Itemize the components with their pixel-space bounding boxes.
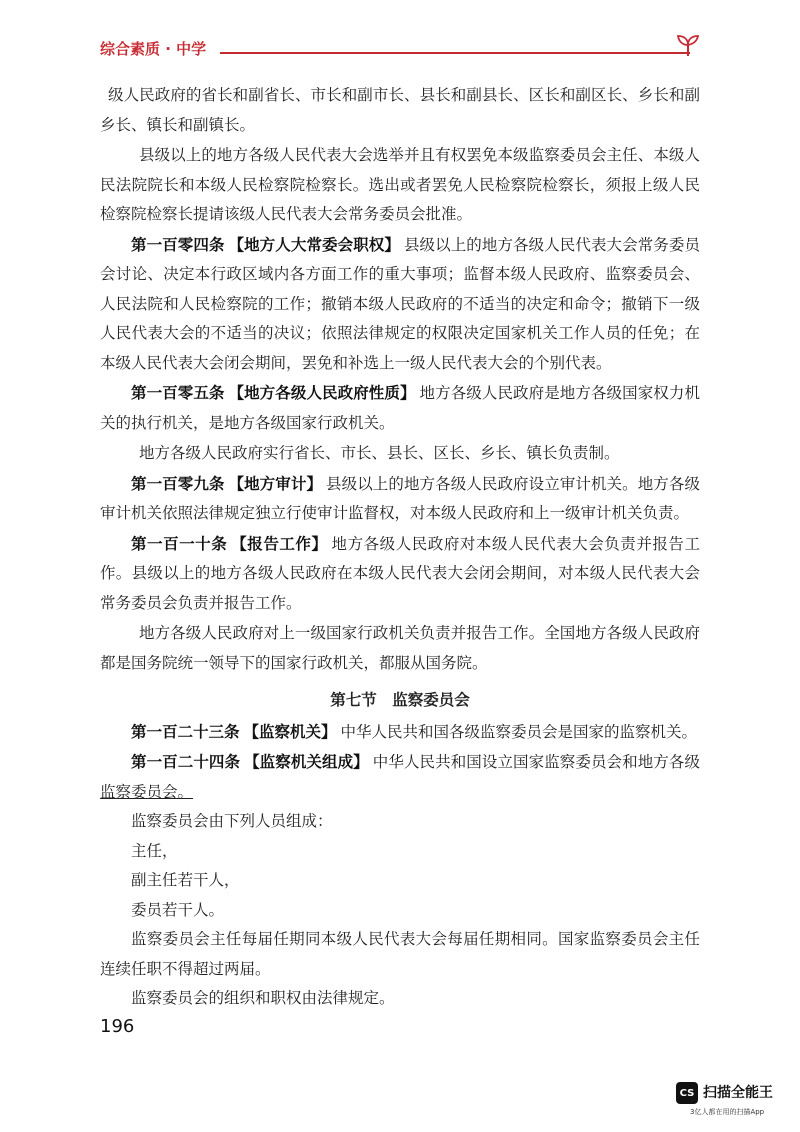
paragraph-6 [100, 529, 700, 619]
paragraph-7 [100, 618, 700, 678]
paragraph-text: 委员若干人。 [131, 900, 225, 919]
article-tag: 【地方人大常委会职权】 [228, 234, 400, 254]
section-paragraph-4 [100, 866, 700, 896]
paragraph-text: 地方各级人民政府对上一级国家行政机关负责并报告工作。全国地方各级人民政府都是国务院统一领导下的国家行政机关，都服从国务院。 [100, 624, 700, 672]
watermark-subtitle: 3亿人都在用的扫描App [690, 1108, 765, 1116]
paragraph-text: 副主任若干人， [131, 871, 240, 889]
article-tag: 【地方各级人民政府性质】 [228, 383, 416, 402]
paragraph-text: 县级以上的地方各级人民代表大会常务委员会讨论、决定本行政区域内各方面工作的重大事项；监督本级人民政府、监察委员会、人民法院和人民检察院的工作；撤销本级人民政府的不适当的决定和命令；撤销下一级人民代表大会的不适当的决议；依照法律规定的权限决定国家机关工作人员的任免；在本级人民代表大会闭会期间，罢免和补选上一级人民代表大会的个别代表。 [100, 235, 700, 372]
paragraph-text: 县级以上的地方各级人民代表大会选举并且有权罢免本级监察委员会主任、本级人民法院院长和本级人民检察院检察长。选出或者罢免人民检察院检察长，须报上级人民检察院检察长提请该级人民代表大会常务委员会批准。 [100, 146, 700, 223]
paragraph-3 [100, 378, 700, 438]
section-paragraph-5 [100, 896, 700, 926]
section-paragraph-1 [100, 747, 700, 807]
underlined-text: 监察委员会。 [100, 782, 194, 801]
paragraph-2 [100, 230, 700, 379]
watermark-name: 扫描全能王 [703, 1085, 773, 1101]
page-number: 196 [100, 1016, 135, 1037]
scanner-watermark [676, 1078, 792, 1122]
article-number: 第一百一十条 [131, 533, 228, 553]
paragraph-text: 监察委员会由下列人员组成： [131, 812, 333, 830]
camscanner-logo-icon: CS [676, 1082, 698, 1104]
header-rule [220, 52, 690, 54]
paragraph-text: 中华人民共和国各级监察委员会是国家的监察机关。 [340, 722, 698, 741]
article-tag: 【监察机关组成】 [244, 752, 369, 771]
article-number: 第一百零四条 [131, 234, 225, 254]
section-paragraph-7 [100, 984, 700, 1014]
article-tag: 【地方审计】 [228, 473, 323, 493]
section-paragraph-3 [100, 837, 700, 867]
running-header [100, 30, 700, 60]
sprout-icon [675, 32, 701, 58]
article-number: 第一百二十四条 [131, 752, 241, 771]
paragraph-0 [100, 80, 700, 140]
paragraph-text: 级人民政府的省长和副省长、市长和副市长、县长和副县长、区长和副区长、乡长和副乡长、镇长和副镇长。 [100, 86, 700, 134]
paragraph-text: 地方各级人民政府实行省长、市长、县长、区长、乡长、镇长负责制。 [139, 444, 620, 462]
section-paragraph-0 [100, 717, 700, 748]
paragraph-text: 监察委员会的组织和职权由法律规定。 [131, 989, 395, 1007]
paragraph-5 [100, 469, 700, 529]
header-title: 综合素质 · 中学 [100, 40, 207, 58]
paragraph-text: 地方各级人民政府是地方各级国家权力机关的执行机关，是地方各级国家行政机关。 [100, 384, 700, 432]
article-body [100, 80, 700, 1014]
paragraph-text: 中华人民共和国设立国家监察委员会和地方各级 [372, 753, 700, 771]
paragraph-1 [100, 140, 700, 230]
section-paragraph-2 [100, 807, 700, 837]
article-number: 第一百零九条 [131, 473, 225, 493]
paragraph-text: 主任， [131, 841, 178, 860]
article-number: 第一百零五条 [131, 383, 225, 402]
paragraph-text: 地方各级人民政府对本级人民代表大会负责并报告工作。县级以上的地方各级人民政府在本级人民代表大会闭会期间，对本级人民代表大会常务委员会负责并报告工作。 [100, 534, 700, 612]
paragraph-text: 县级以上的地方各级人民政府设立审计机关。地方各级审计机关依照法律规定独立行使审计监督权，对本级人民政府和上一级审计机关负责。 [100, 474, 700, 522]
article-tag: 【监察机关】 [243, 721, 337, 741]
article-tag: 【报告工作】 [231, 533, 328, 553]
section-paragraph-6 [100, 925, 700, 984]
section-title: 第七节 监察委员会 [330, 690, 470, 709]
paragraph-text: 监察委员会主任每届任期同本级人民代表大会每届任期相同。国家监察委员会主任连续任职不得超过两届。 [100, 930, 700, 978]
paragraph-4 [100, 438, 700, 469]
article-number: 第一百二十三条 [131, 721, 240, 741]
